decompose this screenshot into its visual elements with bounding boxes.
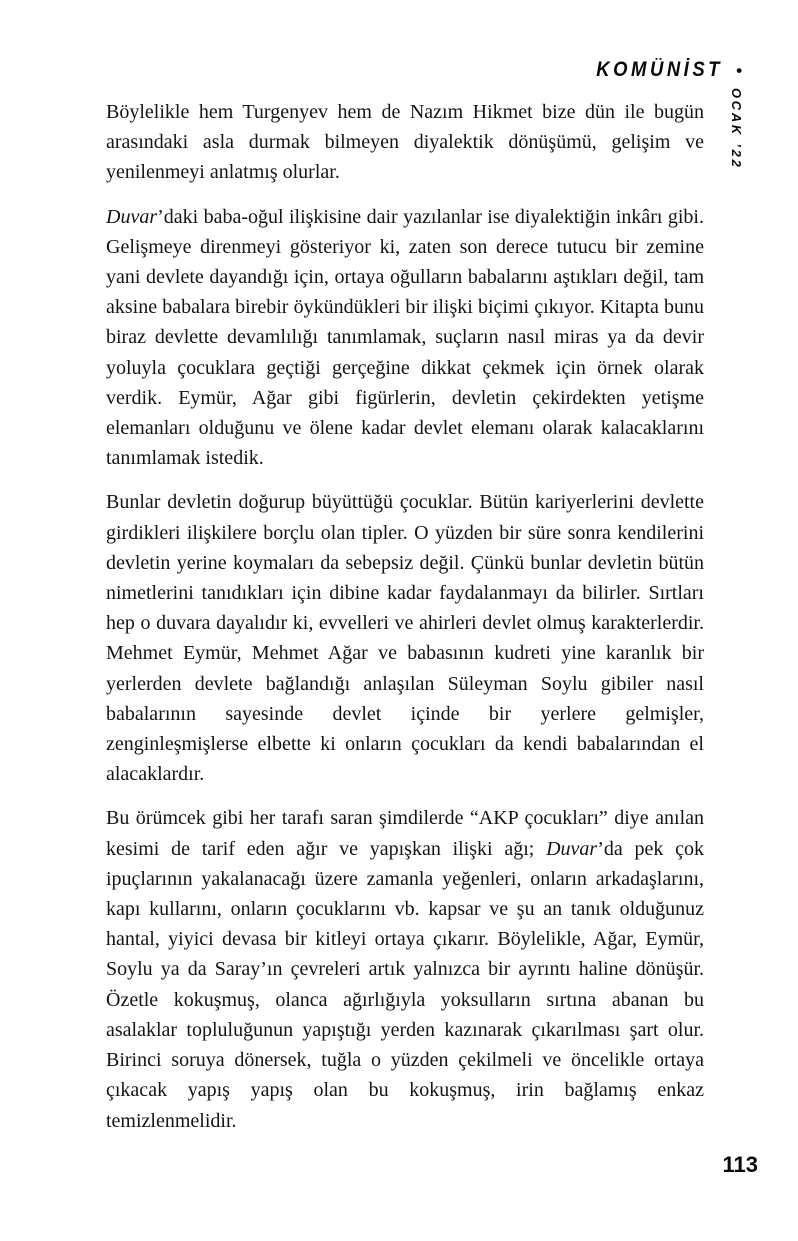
italic-text-run: Duvar — [106, 205, 158, 228]
body-paragraph — [106, 803, 704, 1135]
body-paragraph — [106, 97, 704, 188]
article-text — [106, 97, 704, 1136]
body-paragraph — [106, 487, 704, 789]
text-run: Bu örümcek gibi her tarafı saran şimdilerde “AKP çocukları” diye anılan kesimi de tarif eden ağır ve yapışkan ilişki ağı; — [106, 807, 704, 860]
italic-text-run: Duvar — [546, 837, 598, 860]
page-number: 113 — [722, 1152, 758, 1177]
text-run: Böylelikle hem Turgenyev hem de Nazım Hikmet bize dün ile bugün arasındaki asla durmak bilmeyen diyalektik dönüşümü, gelişim ve yenilenmeyi anlatmış olurlar. — [106, 101, 704, 184]
text-run: Bunlar devletin doğurup büyüttüğü çocuklar. Bütün kariyerlerini devlette girdikleri ilişkilere borçlu olan tipler. O yüzden bir süre sonra kendilerini devletin yerine koymaları da sebepsiz değil. Çünkü bunlar devletin bütün nimetlerini tanıdıkları için dibine kadar faydalanmayı da bilirler. Sırtları hep o duvara dayalıdır ki, evvelleri ve ahirleri devlet olmuş karakterlerdir. Mehmet Eymür, Mehmet Ağar ve babasının kudreti yine karanlık bir yerlerden devlete bağlandığı anlaşılan Süleyman Soylu gibiler nasıl babalarının sayesinde devlet içinde bir yerlere gelmişler, zenginleşmişlerse elbette ki onların çocukları da kendi babalarından el alacaklardır. — [106, 491, 704, 786]
body-paragraph — [106, 202, 704, 474]
text-run: ’da pek çok ipuçlarının yakalanacağı üzere zamanla yeğenleri, onların arkadaşlarını, kapı kullarını, onların çocuklarını vb. kapsar ve şu an tanık olduğunuz hantal, yiyici devasa bir kitleyi ortaya çıkarır. Böylelikle, Ağar, Eymür, Soylu ya da Saray’ın çevreleri artık yalnızca bir ayrıntı haline dönüşür. Özetle kokuşmuş, olanca ağırlığıyla yoksulların sırtına abanan bu asalaklar topluluğunun yapıştığı yerden kazınarak çıkarılması şart olur. Birinci soruya dönersek, tuğla o yüzden çekilmeli ve öncelikle ortaya çıkacak yapış yapış olan bu kokuşmuş, irin bağlamış enkaz temizlenmelidir. — [106, 837, 704, 1132]
magazine-title: KOMÜNİST — [596, 58, 724, 81]
bullet-icon: • — [736, 60, 742, 80]
running-head — [579, 58, 742, 82]
issue-date-label: OCAK ’22 — [729, 88, 744, 170]
text-run: ’daki baba-oğul ilişkisine dair yazılanlar ise diyalektiğin inkârı gibi. Gelişmeye direnmeyi gösteriyor ki, zaten son derece tutucu bir zemine yani devlete dayandığı için, ortaya oğulların babalarını aştıkları değil, tam aksine babalara birebir öykündükleri bir ilişki biçimi çıkıyor. Kitapta bunu biraz devlette devamlılığı tanımlamak, suçların nasıl miras ya da devir yoluyla çocuklara geçtiği gerçeğine dikkat çekmek için örnek olarak verdik. Eymür, Ağar gibi figürlerin, devletin çekirdekten yetişme elemanları olduğunu ve ölene kadar devlet elemanı olarak kalacaklarını tanımlamak istedik. — [106, 205, 704, 470]
